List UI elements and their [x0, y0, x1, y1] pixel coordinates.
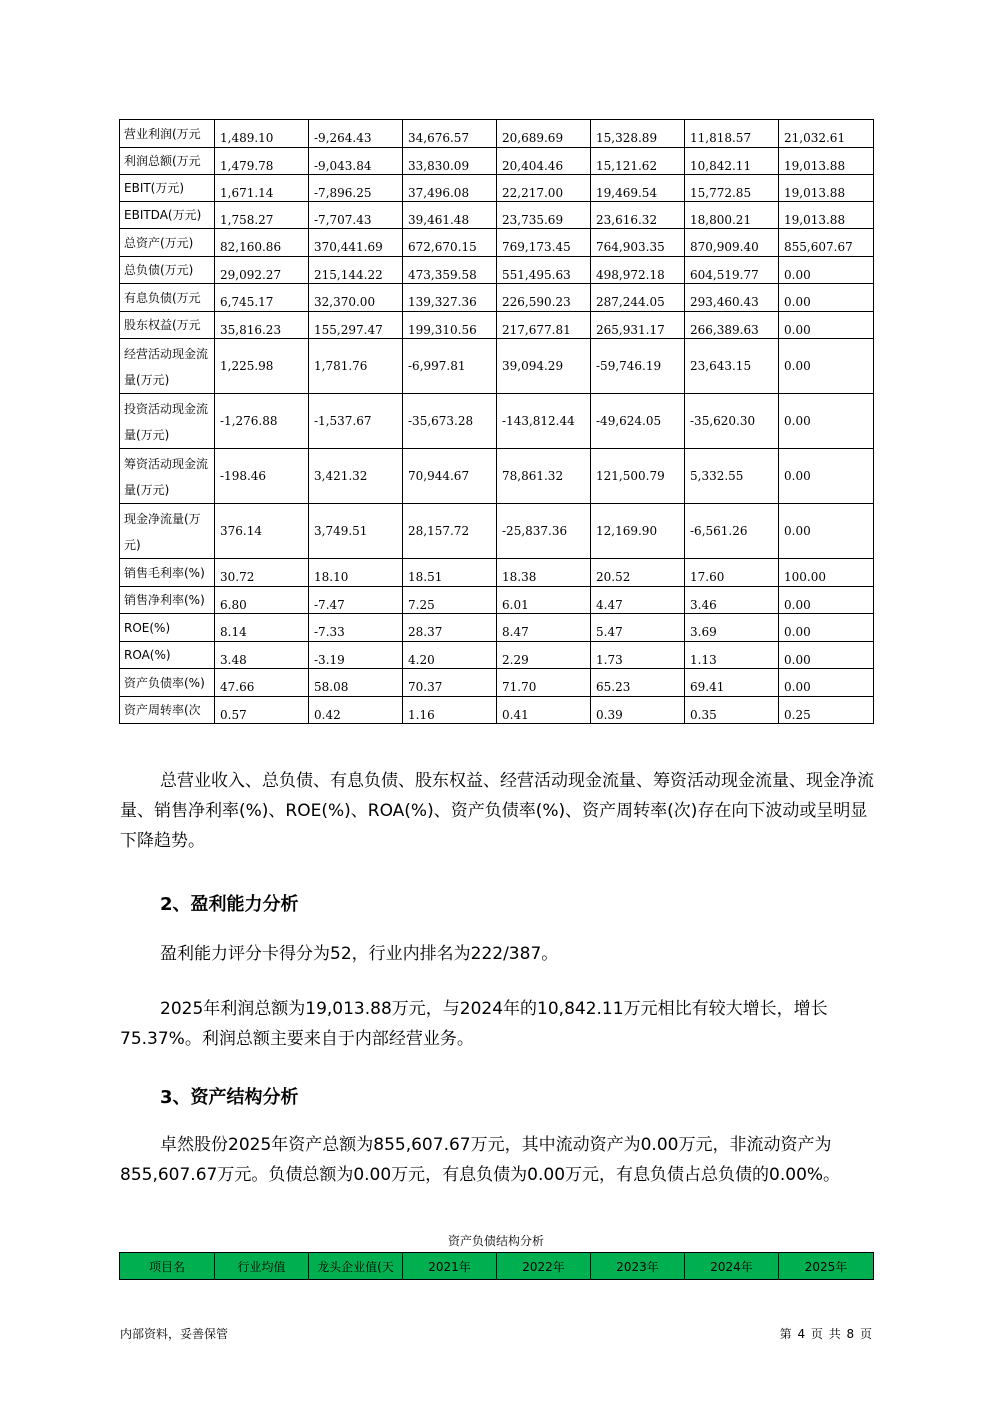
table-cell: 370,441.69: [309, 229, 403, 257]
table-cell: 47.66: [215, 669, 309, 697]
table-cell: 15,121.62: [591, 148, 685, 175]
balance-table-header-row: [120, 1253, 874, 1280]
table-cell: 30.72: [215, 559, 309, 587]
row-label: 筹资活动现金流量(万元): [120, 449, 215, 504]
table-row: [120, 449, 874, 504]
table-row: [120, 669, 874, 697]
column-header: 行业均值: [215, 1253, 309, 1280]
profitability-score-paragraph: 盈利能力评分卡得分为52，行业内排名为222/387。: [160, 944, 559, 964]
row-label: 经营活动现金流量(万元): [120, 339, 215, 394]
table-cell: 376.14: [215, 504, 309, 559]
row-label: 有息负债(万元: [120, 284, 215, 312]
table-cell: 3,749.51: [309, 504, 403, 559]
table-row: [120, 394, 874, 449]
table-row: [120, 175, 874, 202]
table-cell: 23,643.15: [685, 339, 779, 394]
table-cell: 23,735.69: [497, 202, 591, 229]
table-cell: 1.73: [591, 642, 685, 669]
table-row: [120, 284, 874, 312]
summary-paragraph: 总营业收入、总负债、有息负债、股东权益、经营活动现金流量、筹资活动现金流量、现金净流量、销售净利率(%)、ROE(%)、ROA(%)、资产负债率(%)、资产周转率(次)存在向下波动或呈明显下降趋势。: [120, 771, 874, 851]
column-header: 龙头企业值(天: [309, 1253, 403, 1280]
table-cell: 266,389.63: [685, 312, 779, 339]
table-cell: -143,812.44: [497, 394, 591, 449]
column-header: 2022年: [497, 1253, 591, 1280]
table-row: [120, 120, 874, 148]
table-cell: 23,616.32: [591, 202, 685, 229]
balance-table-caption: 资产负债结构分析: [447, 1234, 544, 1248]
table-cell: 18,800.21: [685, 202, 779, 229]
table-cell: 1,479.78: [215, 148, 309, 175]
table-cell: 78,861.32: [497, 449, 591, 504]
table-cell: 0.00: [779, 312, 874, 339]
table-cell: -7.33: [309, 614, 403, 642]
profit-growth-paragraph: 2025年利润总额为19,013.88万元，与2024年的10,842.11万元相比有较大增长，增长75.37%。利润总额主要来自于内部经营业务。: [120, 999, 828, 1049]
table-cell: 0.00: [779, 587, 874, 614]
table-cell: 5.47: [591, 614, 685, 642]
table-cell: 293,460.43: [685, 284, 779, 312]
table-cell: 10,842.11: [685, 148, 779, 175]
table-cell: 3,421.32: [309, 449, 403, 504]
table-cell: 6.80: [215, 587, 309, 614]
table-cell: 0.25: [779, 697, 874, 724]
table-cell: 3.69: [685, 614, 779, 642]
table-row: [120, 504, 874, 559]
table-cell: 473,359.58: [403, 257, 497, 284]
table-cell: -35,620.30: [685, 394, 779, 449]
table-cell: 39,094.29: [497, 339, 591, 394]
table-cell: 2.29: [497, 642, 591, 669]
balance-structure-table: [119, 1252, 874, 1280]
table-cell: -9,043.84: [309, 148, 403, 175]
table-cell: 498,972.18: [591, 257, 685, 284]
table-cell: 32,370.00: [309, 284, 403, 312]
table-cell: 33,830.09: [403, 148, 497, 175]
table-cell: 71.70: [497, 669, 591, 697]
table-cell: 17.60: [685, 559, 779, 587]
table-cell: 29,092.27: [215, 257, 309, 284]
row-label: EBIT(万元): [120, 175, 215, 202]
table-cell: 0.00: [779, 339, 874, 394]
table-row: [120, 202, 874, 229]
row-label: 股东权益(万元: [120, 312, 215, 339]
row-label: 资产负债率(%): [120, 669, 215, 697]
table-cell: 0.57: [215, 697, 309, 724]
table-cell: 870,909.40: [685, 229, 779, 257]
table-cell: 28.37: [403, 614, 497, 642]
row-label: 营业利润(万元: [120, 120, 215, 148]
table-cell: 19,469.54: [591, 175, 685, 202]
row-label: ROE(%): [120, 614, 215, 642]
table-cell: 1,225.98: [215, 339, 309, 394]
table-cell: 0.00: [779, 669, 874, 697]
table-cell: 139,327.36: [403, 284, 497, 312]
table-cell: 19,013.88: [779, 202, 874, 229]
table-cell: -35,673.28: [403, 394, 497, 449]
row-label: 销售净利率(%): [120, 587, 215, 614]
table-cell: 1.16: [403, 697, 497, 724]
table-row: [120, 697, 874, 724]
table-cell: 6.01: [497, 587, 591, 614]
financial-indicators-table: [119, 119, 874, 724]
table-row: [120, 312, 874, 339]
table-row: [120, 642, 874, 669]
row-label: 利润总额(万元: [120, 148, 215, 175]
table-cell: 0.00: [779, 642, 874, 669]
table-cell: -6,561.26: [685, 504, 779, 559]
table-cell: 3.46: [685, 587, 779, 614]
table-cell: 155,297.47: [309, 312, 403, 339]
table-cell: 0.41: [497, 697, 591, 724]
table-cell: 265,931.17: [591, 312, 685, 339]
table-cell: -7.47: [309, 587, 403, 614]
row-label: 资产周转率(次: [120, 697, 215, 724]
table-cell: 0.39: [591, 697, 685, 724]
table-cell: -49,624.05: [591, 394, 685, 449]
table-cell: -1,537.67: [309, 394, 403, 449]
row-label: 总负债(万元): [120, 257, 215, 284]
table-cell: 39,461.48: [403, 202, 497, 229]
table-row: [120, 339, 874, 394]
column-header: 2023年: [591, 1253, 685, 1280]
table-cell: 28,157.72: [403, 504, 497, 559]
section-heading-profitability: 2、盈利能力分析: [160, 894, 299, 915]
table-cell: 6,745.17: [215, 284, 309, 312]
table-cell: 121,500.79: [591, 449, 685, 504]
table-cell: 0.00: [779, 284, 874, 312]
table-cell: 20,689.69: [497, 120, 591, 148]
table-cell: 0.35: [685, 697, 779, 724]
table-row: [120, 148, 874, 175]
table-cell: 551,495.63: [497, 257, 591, 284]
footer-confidential-note: 内部资料，妥善保管: [120, 1327, 229, 1341]
table-cell: 18.10: [309, 559, 403, 587]
row-label: 总资产(万元): [120, 229, 215, 257]
table-cell: -7,896.25: [309, 175, 403, 202]
column-header: 2025年: [779, 1253, 874, 1280]
table-cell: -59,746.19: [591, 339, 685, 394]
asset-structure-paragraph: 卓然股份2025年资产总额为855,607.67万元，其中流动资产为0.00万元，非流动资产为855,607.67万元。负债总额为0.00万元，有息负债为0.00万元，有息负债占总负债的0.00%。: [120, 1135, 841, 1185]
table-cell: 70.37: [403, 669, 497, 697]
table-cell: 217,677.81: [497, 312, 591, 339]
table-cell: 11,818.57: [685, 120, 779, 148]
table-cell: -9,264.43: [309, 120, 403, 148]
table-cell: 769,173.45: [497, 229, 591, 257]
table-cell: 12,169.90: [591, 504, 685, 559]
table-cell: -198.46: [215, 449, 309, 504]
row-label: EBITDA(万元): [120, 202, 215, 229]
table-cell: 69.41: [685, 669, 779, 697]
table-cell: 5,332.55: [685, 449, 779, 504]
table-cell: 287,244.05: [591, 284, 685, 312]
table-cell: -3.19: [309, 642, 403, 669]
table-cell: 65.23: [591, 669, 685, 697]
table-cell: 15,328.89: [591, 120, 685, 148]
table-cell: 58.08: [309, 669, 403, 697]
column-header: 2024年: [685, 1253, 779, 1280]
table-row: [120, 229, 874, 257]
table-cell: 100.00: [779, 559, 874, 587]
table-cell: -7,707.43: [309, 202, 403, 229]
table-cell: 0.00: [779, 614, 874, 642]
table-cell: 0.00: [779, 394, 874, 449]
table-cell: 22,217.00: [497, 175, 591, 202]
footer-page-number: 第 4 页 共 8 页: [779, 1327, 872, 1341]
table-cell: 70,944.67: [403, 449, 497, 504]
table-cell: 1,671.14: [215, 175, 309, 202]
table-row: [120, 257, 874, 284]
table-cell: 18.51: [403, 559, 497, 587]
table-cell: -1,276.88: [215, 394, 309, 449]
table-cell: 35,816.23: [215, 312, 309, 339]
column-header: 2021年: [403, 1253, 497, 1280]
section-heading-asset-structure: 3、资产结构分析: [160, 1087, 299, 1108]
table-cell: 0.00: [779, 257, 874, 284]
table-cell: 8.47: [497, 614, 591, 642]
table-row: [120, 614, 874, 642]
table-cell: 672,670.15: [403, 229, 497, 257]
table-row: [120, 559, 874, 587]
table-cell: 1,489.10: [215, 120, 309, 148]
table-row: [120, 587, 874, 614]
table-cell: 1,758.27: [215, 202, 309, 229]
table-cell: 1,781.76: [309, 339, 403, 394]
row-label: 销售毛利率(%): [120, 559, 215, 587]
table-cell: 20.52: [591, 559, 685, 587]
row-label: ROA(%): [120, 642, 215, 669]
table-cell: 4.20: [403, 642, 497, 669]
table-cell: 0.42: [309, 697, 403, 724]
table-cell: 1.13: [685, 642, 779, 669]
table-cell: -6,997.81: [403, 339, 497, 394]
table-cell: 34,676.57: [403, 120, 497, 148]
row-label: 投资活动现金流量(万元): [120, 394, 215, 449]
table-cell: 8.14: [215, 614, 309, 642]
table-cell: 21,032.61: [779, 120, 874, 148]
column-header: 项目名: [120, 1253, 215, 1280]
table-cell: 19,013.88: [779, 148, 874, 175]
table-cell: 37,496.08: [403, 175, 497, 202]
table-cell: 3.48: [215, 642, 309, 669]
table-cell: 226,590.23: [497, 284, 591, 312]
table-cell: 604,519.77: [685, 257, 779, 284]
table-cell: 18.38: [497, 559, 591, 587]
table-cell: 764,903.35: [591, 229, 685, 257]
table-cell: 19,013.88: [779, 175, 874, 202]
table-cell: 20,404.46: [497, 148, 591, 175]
table-cell: 15,772.85: [685, 175, 779, 202]
table-cell: 82,160.86: [215, 229, 309, 257]
table-cell: 199,310.56: [403, 312, 497, 339]
table-cell: 0.00: [779, 449, 874, 504]
table-cell: 215,144.22: [309, 257, 403, 284]
table-cell: 7.25: [403, 587, 497, 614]
table-cell: 855,607.67: [779, 229, 874, 257]
row-label: 现金净流量(万元): [120, 504, 215, 559]
table-cell: 4.47: [591, 587, 685, 614]
table-cell: -25,837.36: [497, 504, 591, 559]
table-cell: 0.00: [779, 504, 874, 559]
